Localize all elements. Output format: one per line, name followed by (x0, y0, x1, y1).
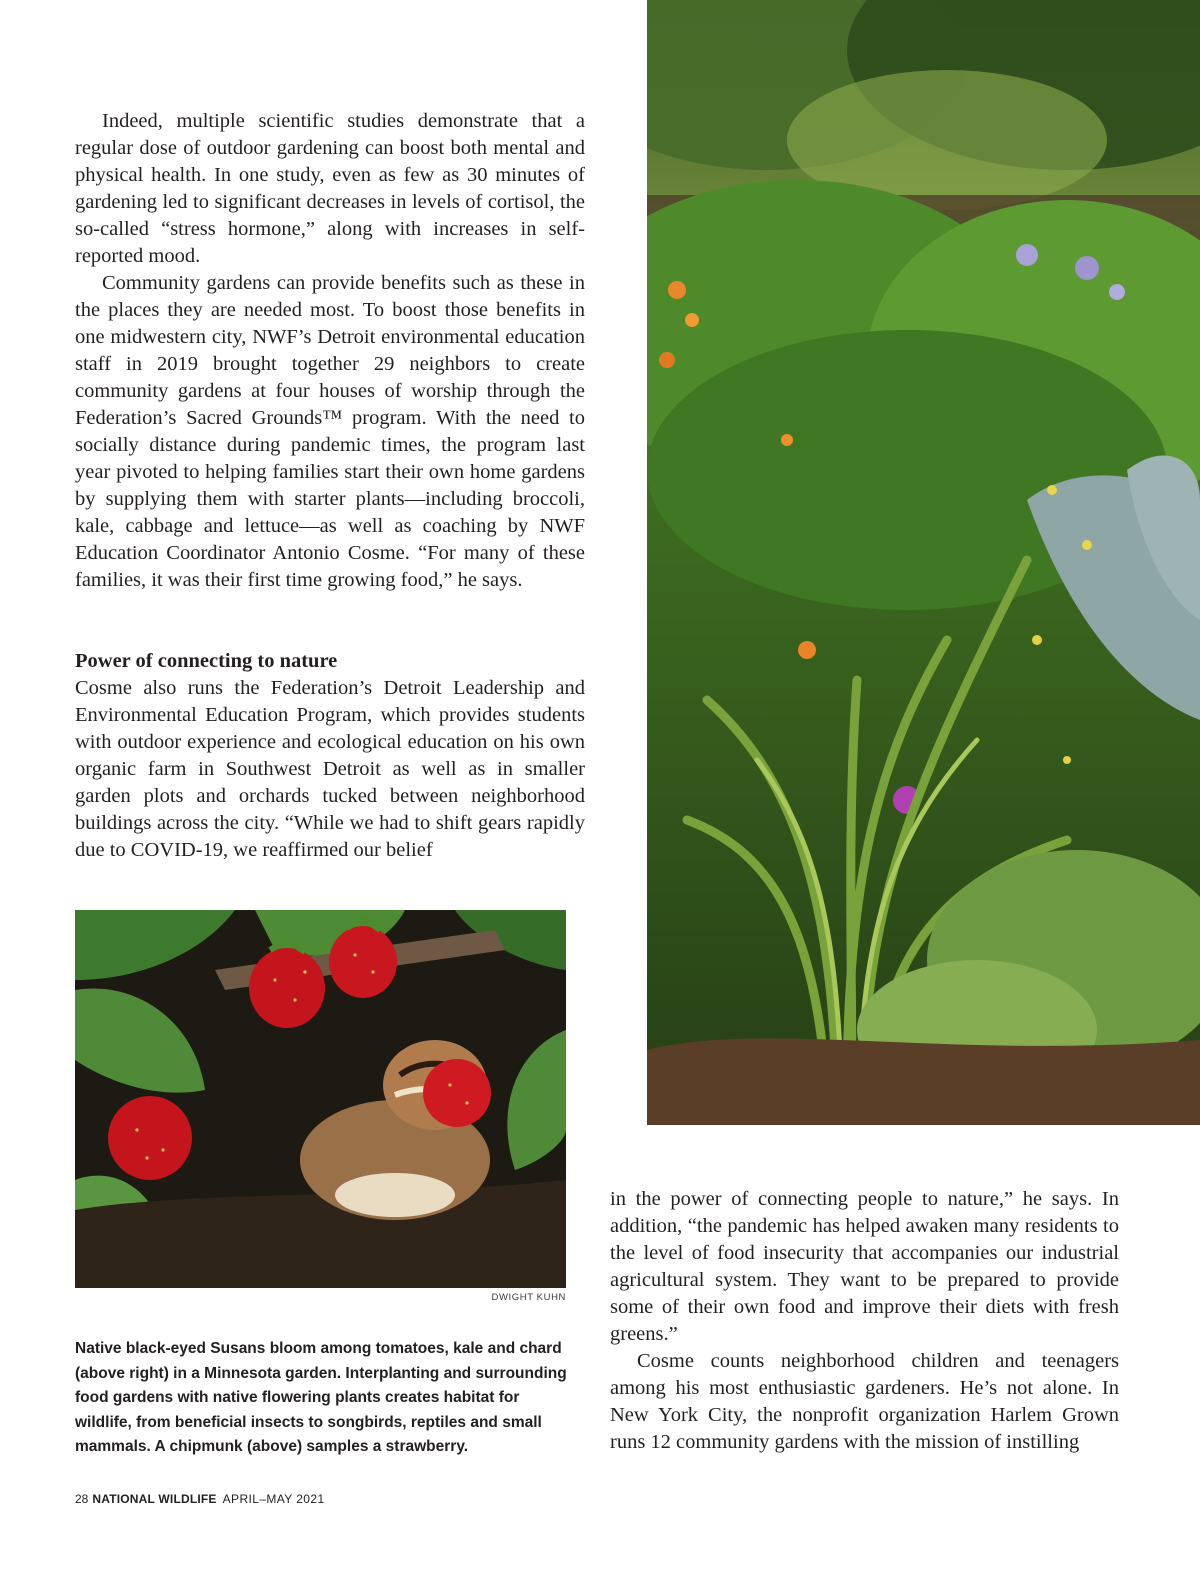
body-paragraph: Indeed, multiple scientific studies demonstrate that a regular dose of outdoor gardening can boost both mental and physical health. In one study, even as few as 30 minutes of gardening led to significant decreases in levels of cortisol, the so-called “stress hormone,” along with increases in self-reported mood. (75, 110, 585, 267)
page-footer (75, 1492, 325, 1506)
page-number: 28 (75, 1492, 89, 1506)
garden-photo-illustration (647, 0, 1200, 1125)
article-column-2 (610, 1186, 1119, 1456)
chipmunk-photo (75, 910, 566, 1288)
photo-caption: Native black-eyed Susans bloom among tomatoes, kale and chard (above right) in a Minnesota garden. Interplanting and surrounding food gardens with native flowering plants creates habitat for wildlife, from beneficial insects to songbirds, reptiles and small mammals. A chipmunk (above) samples a strawberry. (75, 1340, 567, 1455)
body-paragraph: Cosme counts neighborhood children and teenagers among his most enthusiastic gardeners. He’s not alone. In New York City, the nonprofit organization Harlem Grown runs 12 community gardens with the mission of instilling (610, 1350, 1119, 1453)
article-column-1 (75, 108, 585, 594)
magazine-name: NATIONAL WILDLIFE (92, 1492, 217, 1506)
photo-credit: DWIGHT KUHN (491, 1292, 566, 1303)
garden-photo (647, 0, 1200, 1125)
section-subhead: Power of connecting to nature (75, 650, 338, 672)
chipmunk-photo-illustration (75, 910, 566, 1288)
body-paragraph: in the power of connecting people to nature,” he says. In addition, “the pandemic has helped awaken many residents to the level of food insecurity that accompanies our industrial agricultural system. They want to be prepared to provide some of their own food and improve their diets with fresh greens.” (610, 1188, 1119, 1345)
body-paragraph: Community gardens can provide benefits such as these in the places they are needed most. To boost those benefits in one midwestern city, NWF’s Detroit environmental education staff in 2019 brought together 29 neighbors to create community gardens at four houses of worship through the Federation’s Sacred Grounds™ program. With the need to socially distance during pandemic times, the program last year pivoted to helping families start their own home gardens by supplying them with starter plants—including broccoli, kale, cabbage and lettuce—as well as coaching by NWF Education Coordinator Antonio Cosme. “For many of these families, it was their first time growing food,” he says. (75, 272, 585, 591)
body-paragraph: Cosme also runs the Federation’s Detroit Leadership and Environmental Education Program, which provides students with outdoor experience and ecological education on his own organic farm in Southwest Detroit as well as in smaller garden plots and orchards tucked between neighborhood buildings across the city. “While we had to shift gears rapidly due to COVID-19, we reaffirmed our belief (75, 677, 585, 861)
issue-date: APRIL–MAY 2021 (222, 1492, 325, 1506)
article-column-1-continued (75, 675, 585, 864)
